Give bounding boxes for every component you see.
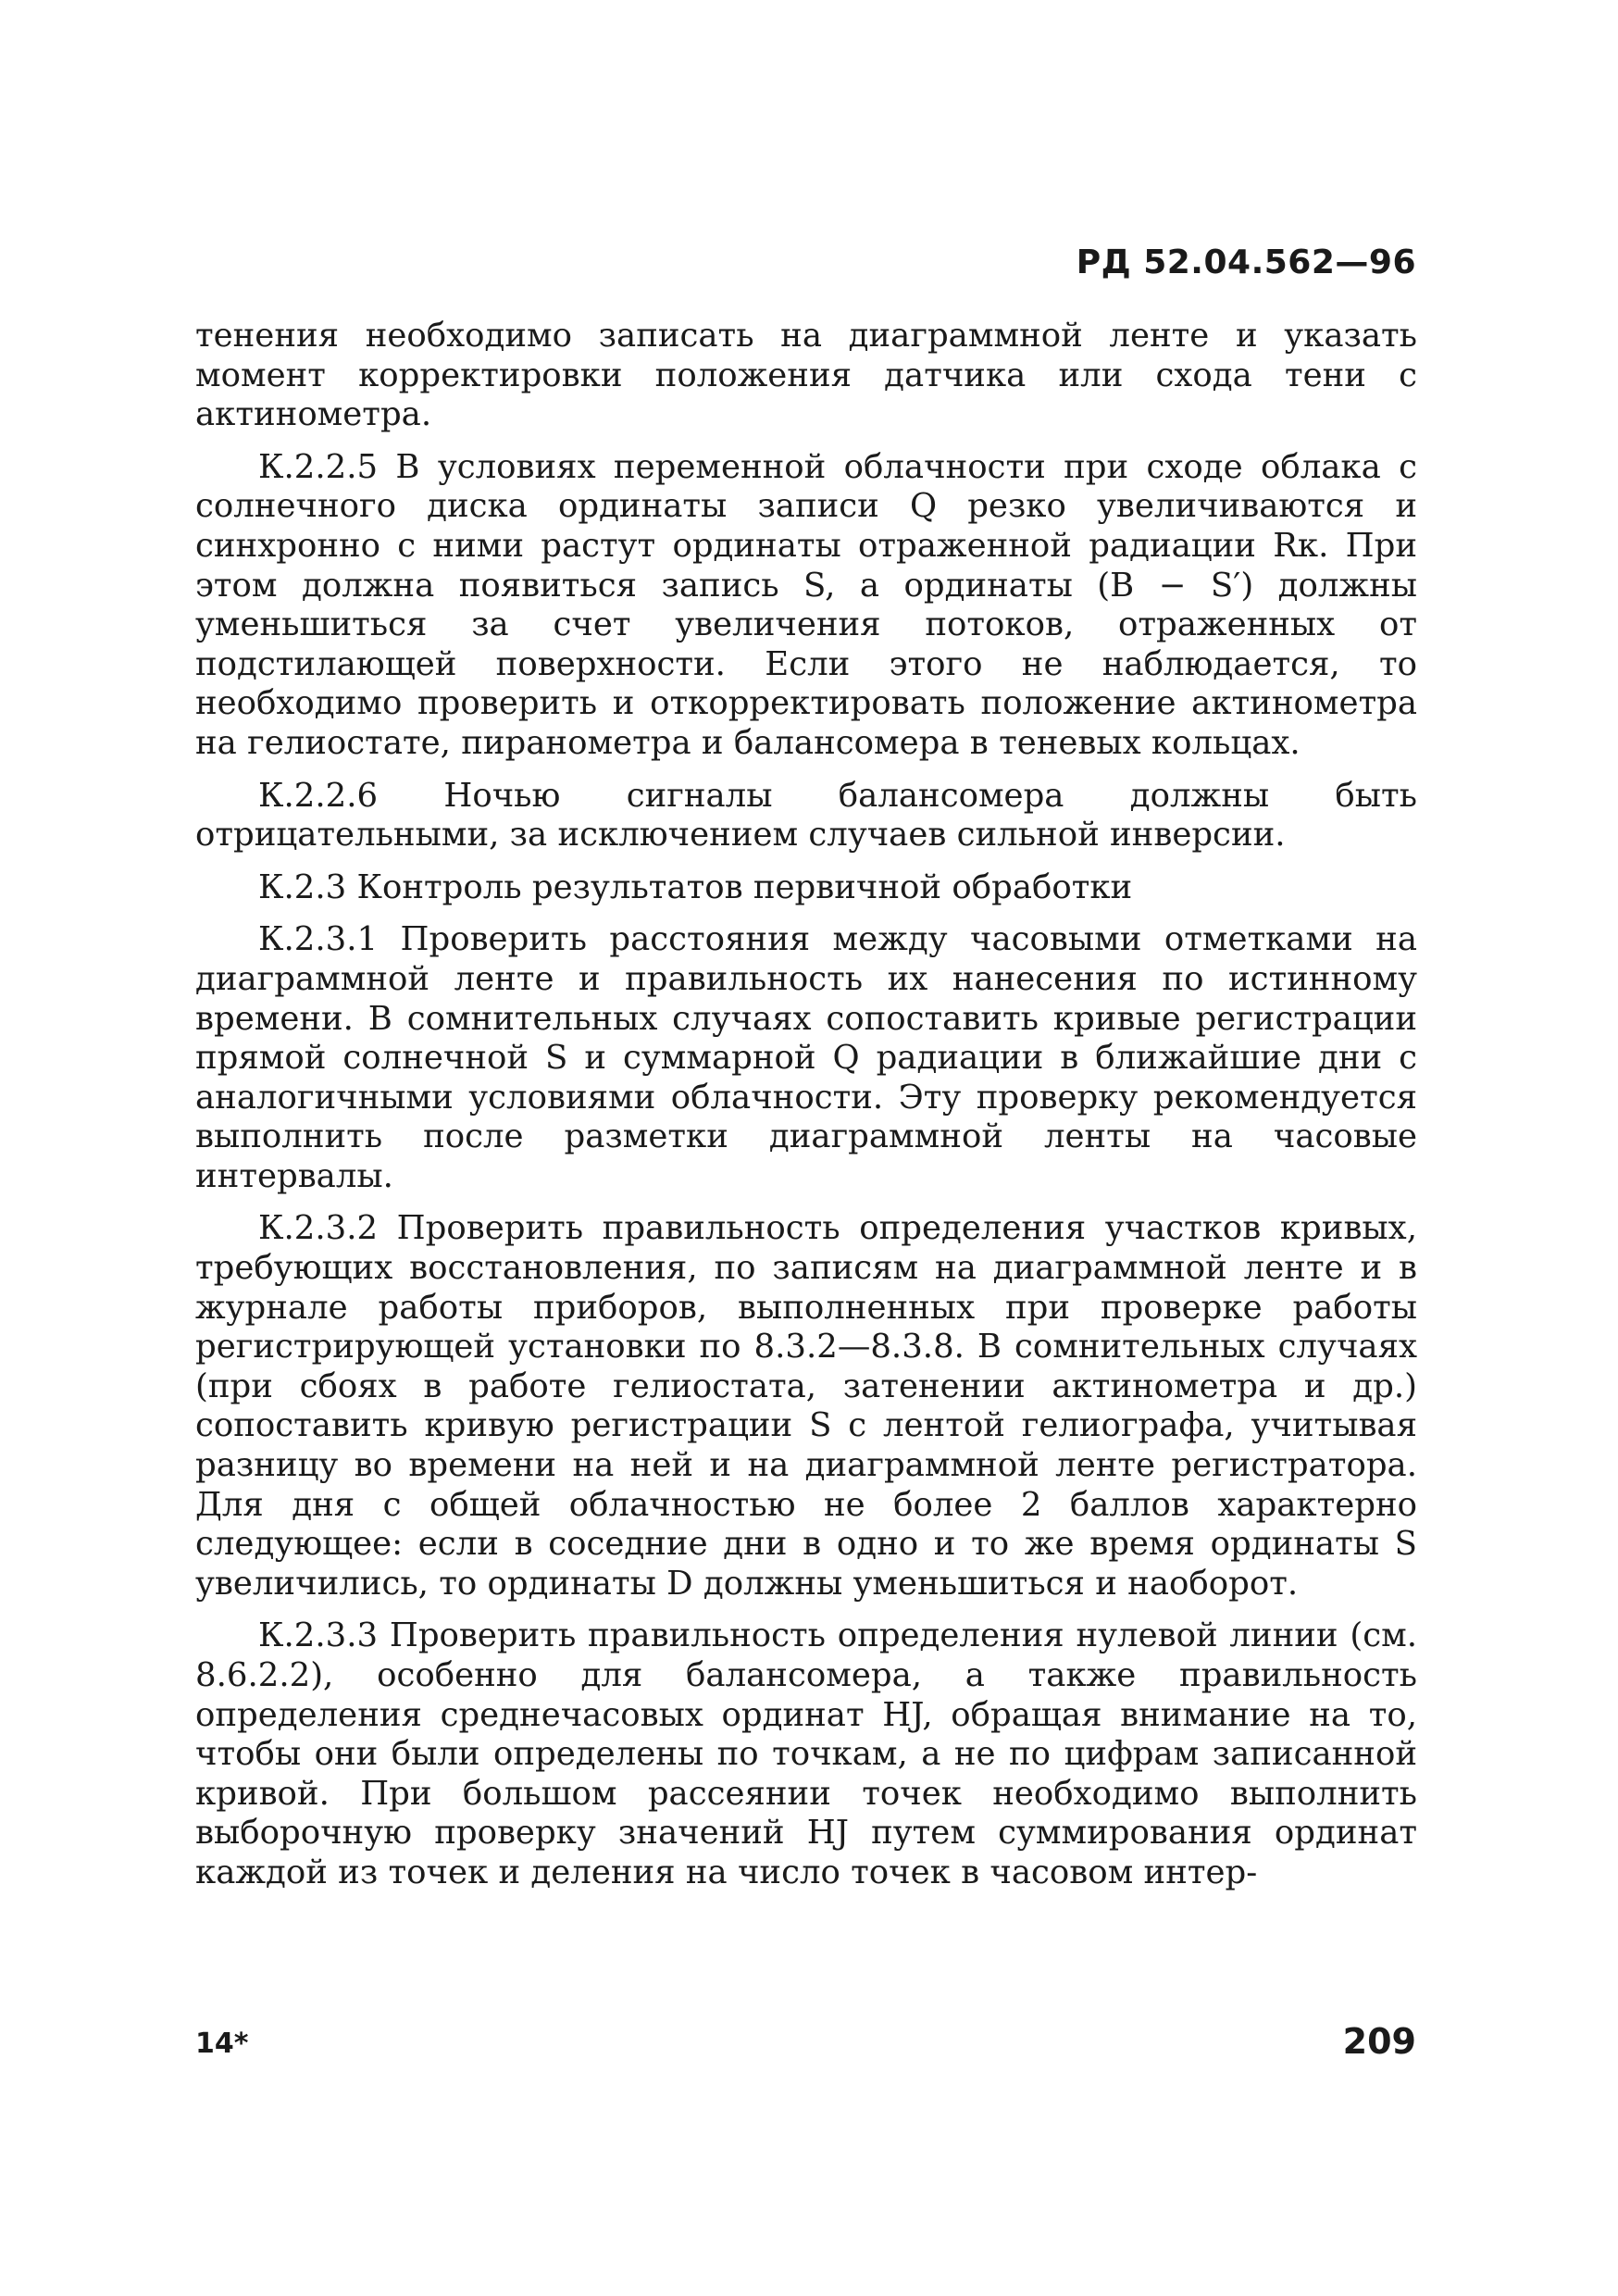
footer-signature: 14* (195, 2028, 249, 2060)
document-code: РД 52.04.562—96 (1076, 243, 1416, 281)
paragraph-k2-3-3: К.2.3.3 Проверить правильность определения нулевой линии (см. 8.6.2.2), особенно для балансомера, а также правильность определения среднечасовых ординат HJ, обращая внимание на то, чтобы они были определены по точкам, а не по цифрам записанной кривой. При большом рассеянии точек необходимо выполнить выборочную проверку значений HJ путем суммирования ординат каждой из точек и деления на число точек в часовом интер- (195, 1616, 1417, 1891)
paragraph-continuation: тенения необходимо записать на диаграммной ленте и указать момент корректировки положения датчика или схода тени с актинометра. (195, 317, 1417, 434)
section-heading-k2-3: К.2.3 Контроль результатов первичной обработки (258, 867, 1133, 906)
text-block (195, 317, 1417, 1906)
paragraph-k2-2-6: К.2.2.6 Ночью сигналы балансомера должны быть отрицательными, за исключением случаев сильной инверсии. (195, 776, 1417, 855)
paragraph-k2-3-1: К.2.3.1 Проверить расстояния между часовыми отметками на диаграммной ленте и правильность их нанесения по истинному времени. В сомнительных случаях сопоставить кривые регистрации прямой солнечной S и суммарной Q радиации в ближайшие дни с аналогичными условиями облачности. Эту проверку рекомендуется выполнить после разметки диаграммной ленты на часовые интервалы. (195, 920, 1417, 1195)
page-number: 209 (1342, 2021, 1416, 2062)
paragraph-k2-3-2: К.2.3.2 Проверить правильность определения участков кривых, требующих восстановления, по записям на диаграммной ленте и в журнале работы приборов, выполненных при проверке работы регистрирующей установки по 8.3.2—8.3.8. В сомнительных случаях (при сбоях в работе гелиостата, затенении актинометра и др.) сопоставить кривую регистрации S с лентой гелиографа, учитывая разницу во времени на ней и на диаграммной ленте регистратора. Для дня с общей облачностью не более 2 баллов характерно следующее: если в соседние дни в одно и то же время ординаты S увеличились, то ординаты D должны уменьшиться и наоборот. (195, 1209, 1417, 1603)
paragraph-k2-2-5: К.2.2.5 В условиях переменной облачности при сходе облака с солнечного диска ординаты записи Q резко увеличиваются и синхронно с ними растут ординаты отраженной радиации Rк. При этом должна появиться запись S, а ординаты (B − S′) должны уменьшиться за счет увеличения потоков, отраженных от подстилающей поверхности. Если этого не наблюдается, то необходимо проверить и откорректировать положение актинометра на гелиостате, пиранометра и балансомера в теневых кольцах. (195, 447, 1417, 762)
